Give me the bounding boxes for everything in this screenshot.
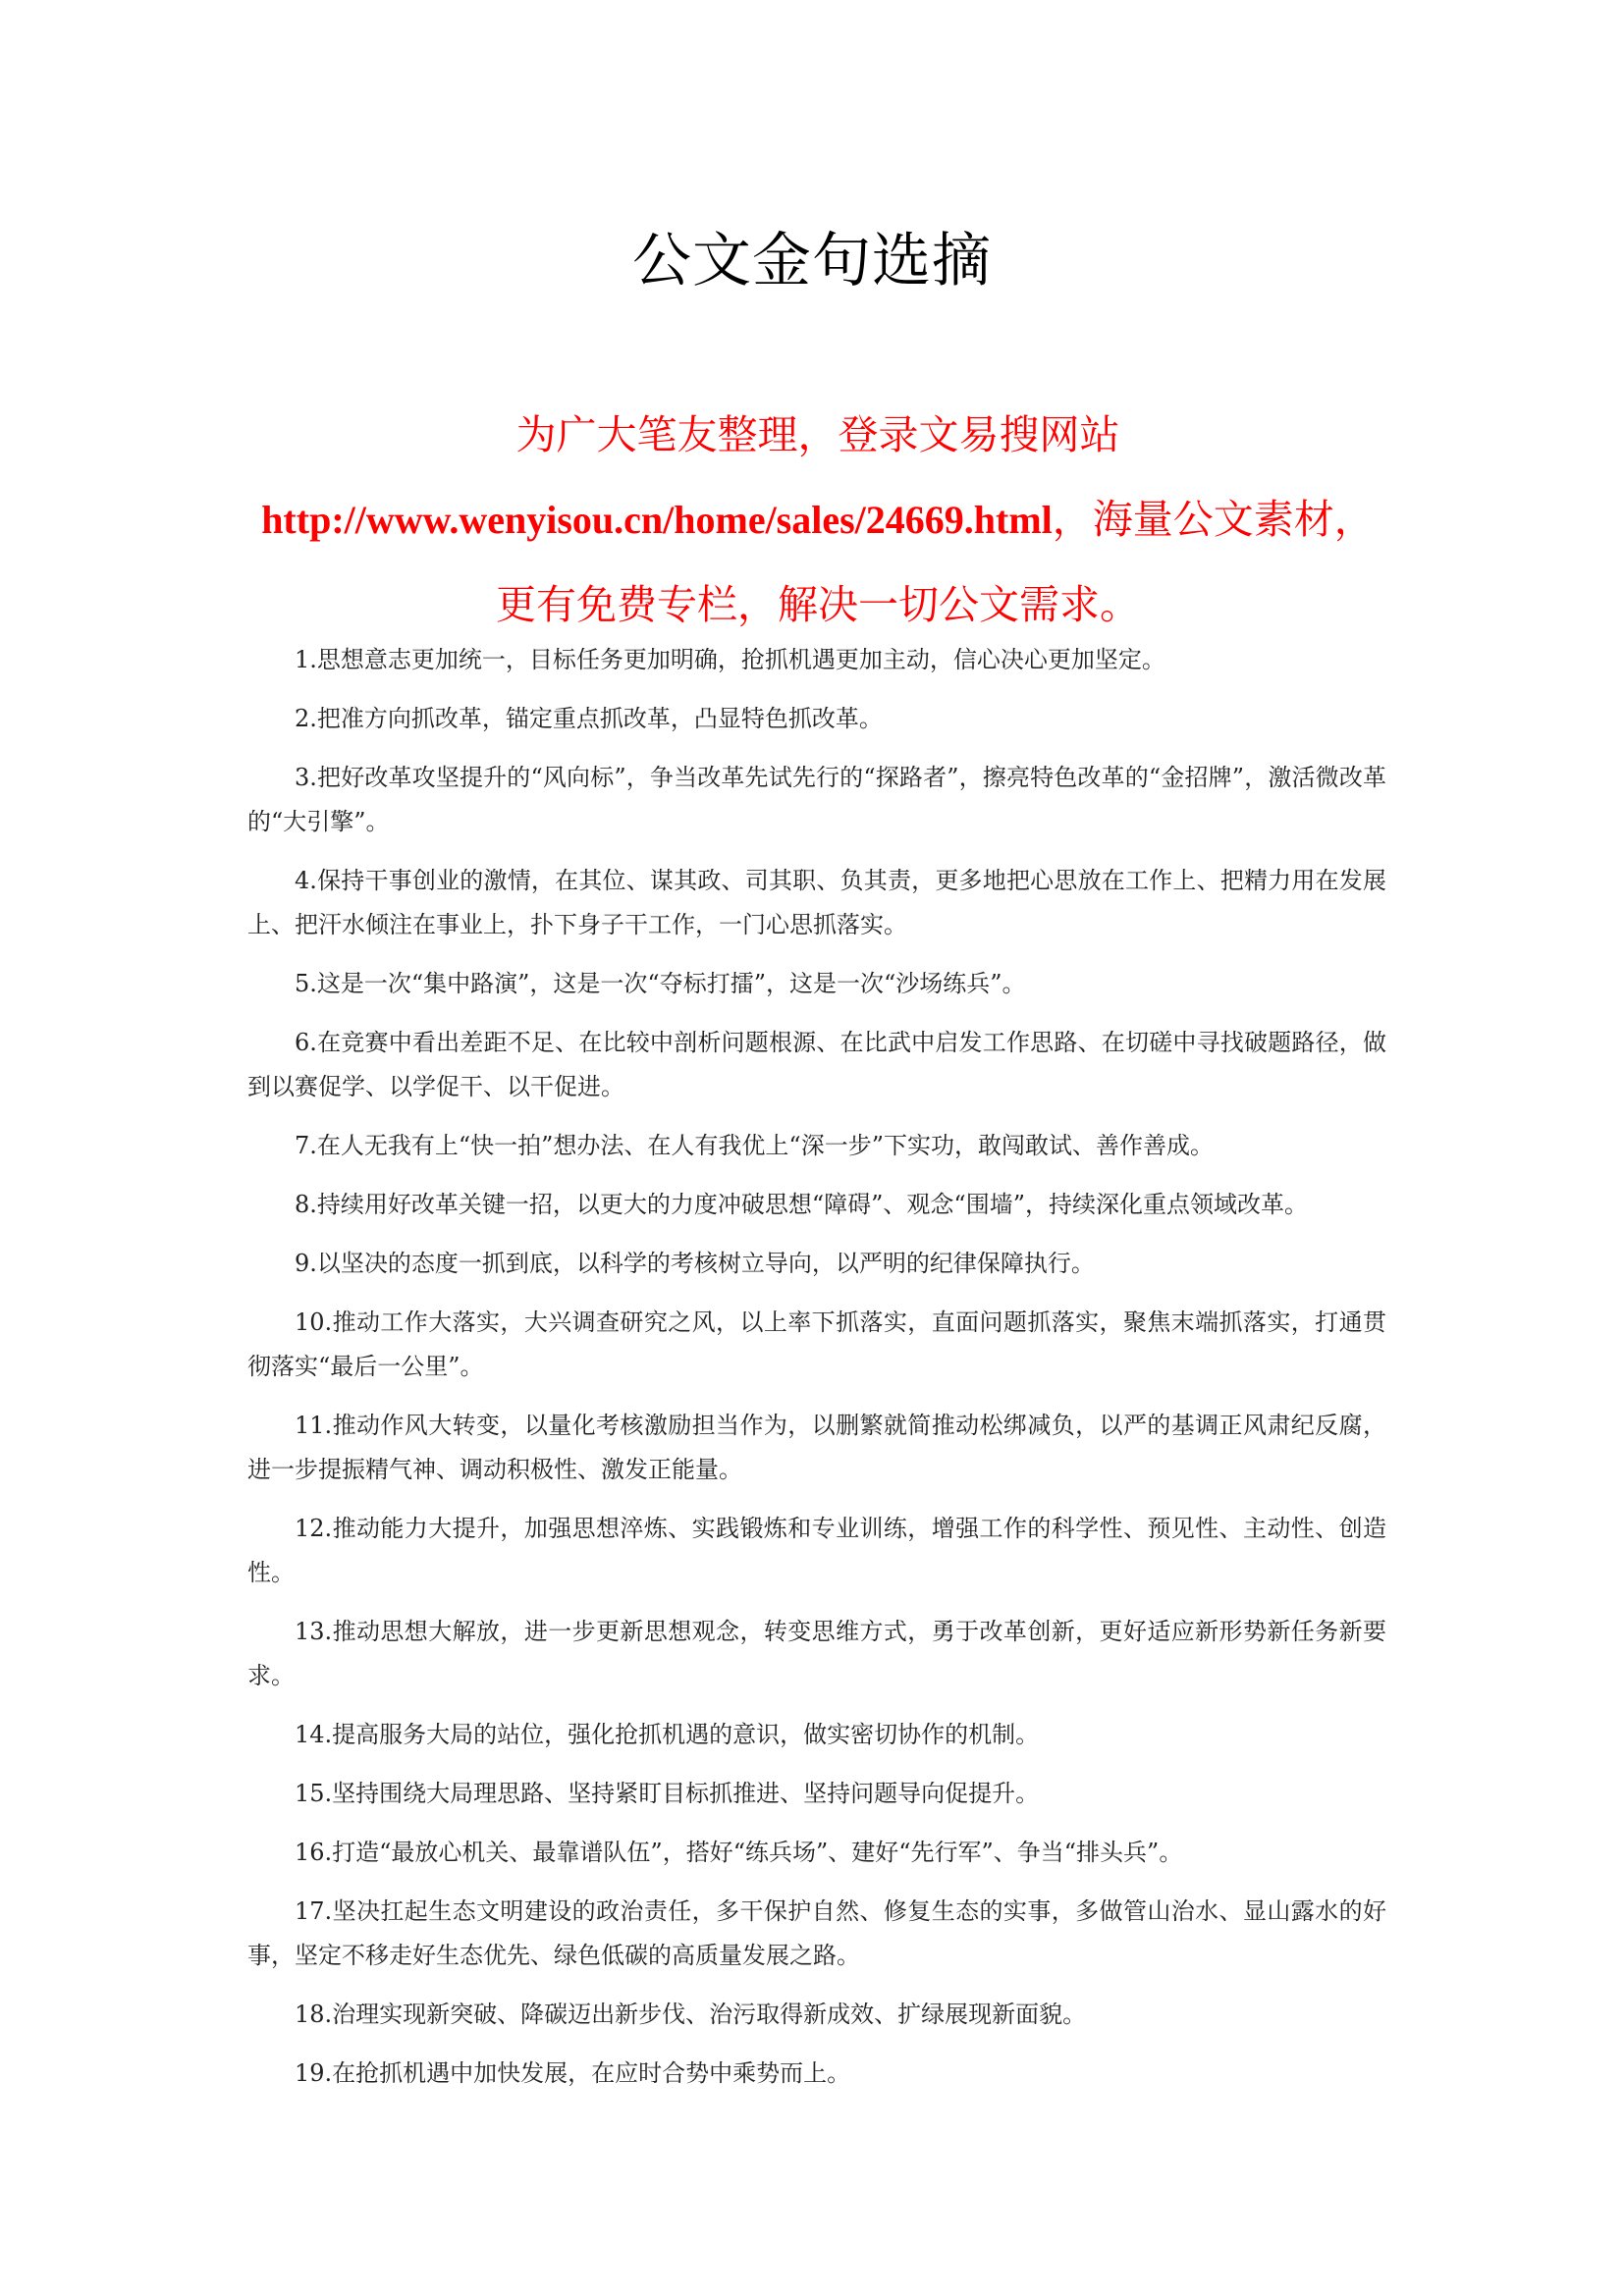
- quote-item: 8.持续用好改革关键一招，以更大的力度冲破思想“障碍”、观念“围墙”，持续深化重点领域改革。: [295, 1191, 1308, 1218]
- quote-item: 3.把好改革攻坚提升的“风向标”，争当改革先试先行的“探路者”，擦亮特色改革的“金招牌”，激活微改革的“大引擎”。: [247, 764, 1386, 835]
- quote-item: 12.推动能力大提升，加强思想淬炼、实践锻炼和专业训练，增强工作的科学性、预见性、主动性、创造性。: [247, 1515, 1386, 1586]
- quote-item: 9.以坚决的态度一抓到底，以科学的考核树立导向，以严明的纪律保障执行。: [295, 1250, 1095, 1277]
- quote-item: 6.在竞赛中看出差距不足、在比较中剖析问题根源、在比武中启发工作思路、在切磋中寻找破题路径，做到以赛促学、以学促干、以干促进。: [247, 1029, 1386, 1100]
- promo-banner: [245, 393, 1390, 647]
- quote-item: 18.治理实现新突破、降碳迈出新步伐、治污取得新成效、扩绿展现新面貌。: [295, 2001, 1087, 2028]
- quote-item: 15.坚持围绕大局理思路、坚持紧盯目标抓推进、坚持问题导向促提升。: [295, 1780, 1040, 1807]
- quote-item: 16.打造“最放心机关、最靠谱队伍”，搭好“练兵场”、建好“先行军”、争当“排头兵”。: [295, 1839, 1183, 1866]
- document-title: 公文金句选摘: [632, 227, 992, 295]
- quote-list: [247, 638, 1386, 2110]
- quote-item: 11.推动作风大转变，以量化考核激励担当作为，以删繁就简推动松绑减负，以严的基调正风肃纪反腐，进一步提振精气神、调动积极性、激发正能量。: [247, 1412, 1386, 1483]
- quote-item: 13.推动思想大解放，进一步更新思想观念，转变思维方式，勇于改革创新，更好适应新形势新任务新要求。: [247, 1618, 1386, 1689]
- quote-item: 1.思想意志更加统一，目标任务更加明确，抢抓机遇更加主动，信心决心更加坚定。: [295, 646, 1165, 673]
- quote-item: 14.提高服务大局的站位，强化抢抓机遇的意识，做实密切协作的机制。: [295, 1721, 1040, 1748]
- promo-text-before: 为广大笔友整理，登录文易搜网站: [515, 411, 1120, 458]
- quote-item: 4.保持干事创业的激情，在其位、谋其政、司其职、负其责，更多地把心思放在工作上、把精力用在发展上、把汗水倾注在事业上，扑下身子干工作，一门心思抓落实。: [247, 867, 1386, 938]
- quote-item: 17.坚决扛起生态文明建设的政治责任，多干保护自然、修复生态的实事，多做管山治水、显山露水的好事，坚定不移走好生态优先、绿色低碳的高质量发展之路。: [247, 1897, 1386, 1969]
- promo-text-after: ，海量公文素材，更有免费专栏，解决一切公文需求。: [496, 496, 1375, 628]
- quote-item: 2.把准方向抓改革，锚定重点抓改革，凸显特色抓改革。: [295, 705, 883, 732]
- promo-url-link[interactable]: http://www.wenyisou.cn/home/sales/24669.html: [261, 498, 1053, 542]
- quote-item: 10.推动工作大落实，大兴调查研究之风，以上率下抓落实，直面问题抓落实，聚焦末端抓落实，打通贯彻落实“最后一公里”。: [247, 1308, 1386, 1380]
- quote-item: 19.在抢抓机遇中加快发展，在应时合势中乘势而上。: [295, 2059, 851, 2087]
- quote-item: 5.这是一次“集中路演”，这是一次“夺标打擂”，这是一次“沙场练兵”。: [295, 970, 1026, 997]
- quote-item: 7.在人无我有上“快一拍”想办法、在人有我优上“深一步”下实功，敢闯敢试、善作善成。: [295, 1132, 1214, 1159]
